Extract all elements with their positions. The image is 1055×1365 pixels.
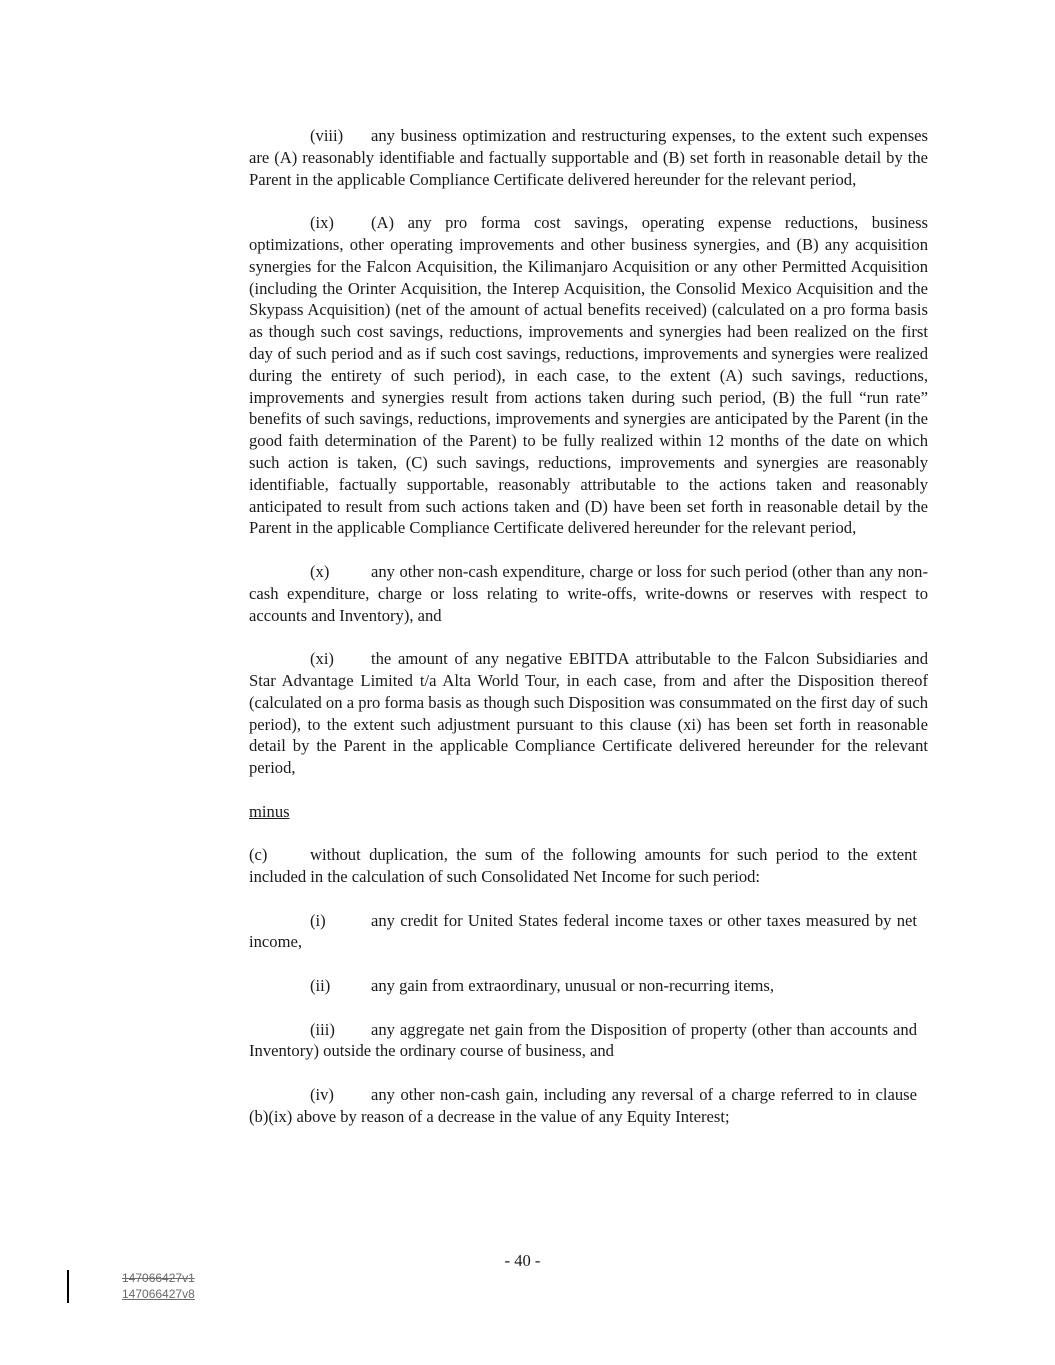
sub-clause-ii: [249, 975, 917, 997]
clause-viii: [249, 125, 928, 190]
clause-x-label: (x): [310, 561, 330, 581]
doc-id-old: 147066427v1: [122, 1271, 195, 1285]
minus-label: minus: [249, 801, 290, 821]
clause-xi-text: the amount of any negative EBITDA attributable to the Falcon Subsidiaries and Star Advantage Limited t/a Alta World Tour, in each case, from and after the Disposition thereof (calculated on a pro forma basis as though such Disposition was consummated on the first day of such period), to the extent such adjustment pursuant to this clause (xi) has been set forth in reasonable detail by the Parent in the applicable Compliance Certificate delivered hereunder for the relevant period,: [249, 649, 928, 778]
clause-viii-label: (viii): [310, 126, 344, 145]
clause-ix-text: (A) any pro forma cost savings, operating expense reductions, business optimizations, other operating improvements and other business synergies, and (B) any acquisition synergies for the Falcon Acquisition, the Kilimanjaro Acquisition or any other Permitted Acquisition (including the Orinter Acquisition, the Interep Acquisition, the Consolid Mexico Acquisition and the Skypass Acquisition) (net of the amount of actual benefits received) (calculated on a pro forma basis as though such cost savings, reductions, improvements and synergies had been realized on the first day of such period and as if such cost savings, reductions, improvements and synergies were realized during the entirety of such period), in each case, to the extent (A) such savings, reductions, improvements and synergies result from actions taken during such period, (B) the full “run rate” benefits of such savings, reductions, improvements and synergies are anticipated by the Parent (in the good faith determination of the Parent) to be fully realized within 12 months of the date on which such action is taken, (C) such savings, reductions, improvements and synergies are reasonably identifiable, factually supportable, reasonably attributable to the actions taken and reasonably anticipated to result from such actions taken and (D) have been set forth in reasonable detail by the Parent in the applicable Compliance Certificate delivered hereunder for the relevant period,: [249, 213, 928, 538]
clause-viii-text: any business optimization and restructuring expenses, to the extent such expenses are (A) reasonably identifiable and factually supportable and (B) set forth in reasonable detail by the Parent in the applicable Compliance Certificate delivered hereunder for the relevant period,: [249, 126, 928, 189]
sub-clause-iii: [249, 1019, 917, 1063]
sub-clause-iii-label: (iii): [310, 1019, 335, 1039]
sub-clause-i-label: (i): [310, 910, 326, 930]
page-number: - 40 -: [504, 1251, 541, 1270]
clause-xi-label: (xi): [310, 649, 334, 669]
sub-clause-iv-label: (iv): [310, 1085, 334, 1105]
sub-clause-iv-text: any other non-cash gain, including any reversal of a charge referred to in clause (b)(ix) above by reason of a decrease in the value of any Equity Interest;: [249, 1085, 917, 1126]
sub-clause-iv: [249, 1084, 917, 1128]
clause-ix: [249, 212, 928, 539]
sub-clause-i-text: any credit for United States federal income taxes or other taxes measured by net income,: [249, 910, 917, 952]
sub-clause-ii-text: any gain from extraordinary, unusual or non-recurring items,: [371, 976, 775, 996]
doc-id-new: 147066427v8: [122, 1287, 195, 1301]
section-c-label: (c): [249, 845, 268, 865]
section-c-text: without duplication, the sum of the following amounts for such period to the extent included in the calculation of such Consolidated Net Income for such period:: [249, 845, 917, 887]
document-body: [249, 125, 928, 1149]
section-c: [249, 844, 917, 888]
sub-clause-ii-label: (ii): [310, 976, 331, 996]
clause-x: [249, 561, 928, 626]
minus-heading: [249, 801, 928, 823]
change-bar: [67, 1270, 69, 1303]
clause-x-text: any other non-cash expenditure, charge or loss for such period (other than any non-cash expenditure, charge or loss relating to write-offs, write-downs or reserves with respect to accounts and Inventory), and: [249, 561, 928, 625]
sub-clause-i: [249, 910, 917, 954]
clause-xi: [249, 648, 928, 779]
sub-clause-iii-text: any aggregate net gain from the Disposition of property (other than accounts and Inventory) outside the ordinary course of business, and: [249, 1019, 917, 1061]
document-id-stamp: [122, 1270, 195, 1302]
clause-ix-label: (ix): [310, 213, 334, 233]
